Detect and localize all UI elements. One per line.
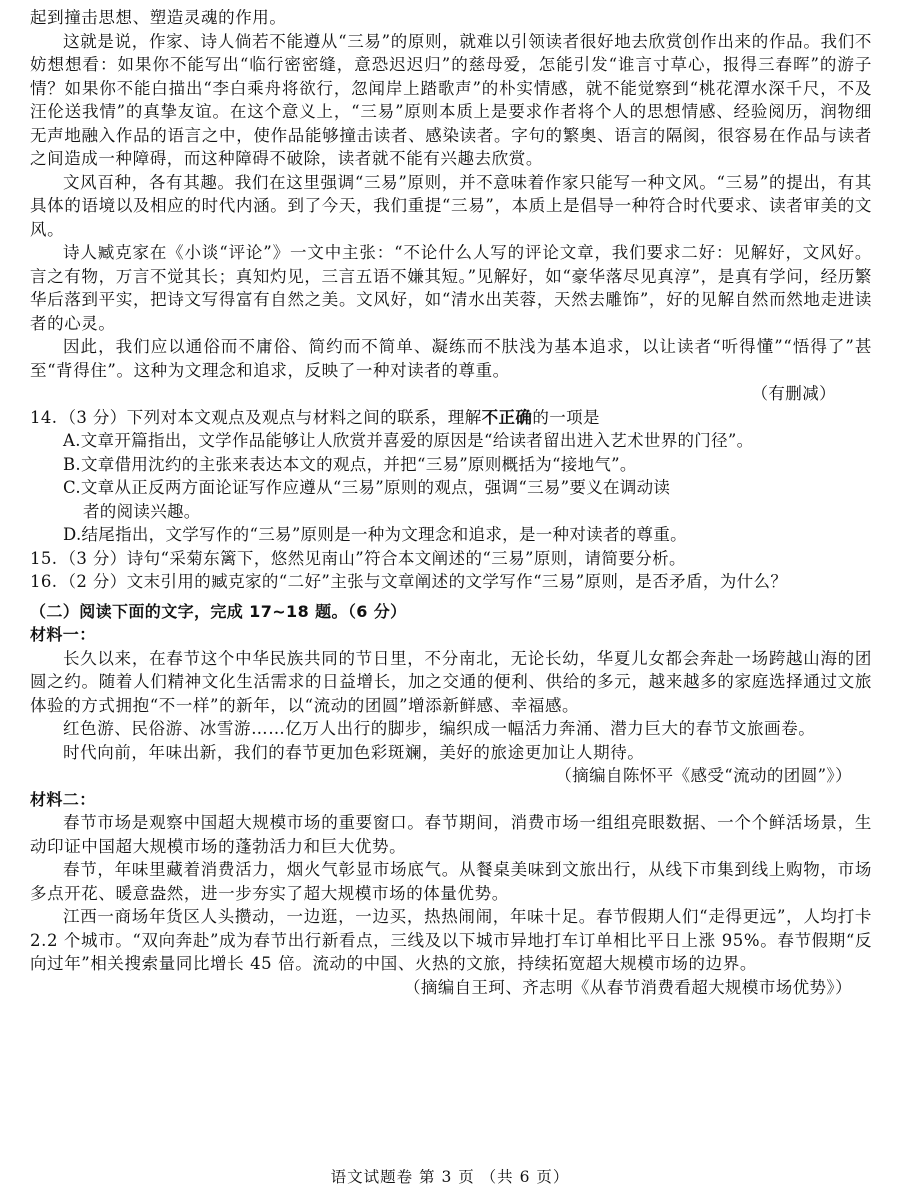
question-14 (30, 406, 872, 430)
question-text: （3 分）诗句“采菊东篱下，悠然见南山”符合本文阐述的“三易”原则，请简要分析。 (59, 548, 686, 568)
stem-text-end: 的一项是 (532, 407, 600, 427)
question-number: 16. (30, 572, 58, 591)
material-1-paragraph-3: 时代向前，年味出新，我们的春节更加色彩斑斓，美好的旅途更加让人期待。 (63, 742, 645, 762)
question-stem (59, 406, 872, 430)
question-text: （2 分）文末引用的臧克家的“二好”主张与文章阐述的文学写作“三易”原则，是否矛盾，为什么？ (59, 572, 788, 591)
passage-paragraph-4: 诗人臧克家在《小谈“评论”》一文中主张：“不论什么人写的评论文章，我们要求二好：见解好，文风好。言之有物，万言不觉其长；真知灼见，三言五语不嫌其短。”见解好，如“豪华落尽见真淳”，是真有学问，经历繁华后落到平实，把诗文写得富有自然之美。文风好，如“清水出芙蓉，天然去雕饰”，好的见解自然而然地走进读者的心灵。 (30, 243, 872, 333)
section-heading: （二）阅读下面的文字，完成 17~18 题。（6 分） (30, 601, 407, 621)
option-c-line-1: C.文章从正反两方面论证写作应遵从“三易”原则的观点，强调“三易”要义在调动读 (63, 478, 671, 497)
question-15 (30, 547, 872, 571)
material-2-source: （摘编自王珂、齐志明《从春节消费看超大规模市场优势》） (403, 977, 852, 997)
option-a: A.文章开篇指出，文学作品能够让人欣赏并喜爱的原因是“给读者留出进入艺术世界的门径”。 (63, 431, 754, 450)
material-2-label: 材料二： (30, 789, 96, 809)
option-c (30, 476, 872, 523)
stem-emphasis: 不正确 (481, 407, 533, 427)
stem-text: （3 分）下列对本文观点及观点与材料之间的联系，理解 (59, 407, 482, 427)
material-1-source: （摘编自陈怀平《感受“流动的团圆”》） (555, 766, 852, 785)
question-16 (30, 570, 872, 594)
material-2-paragraph-1: 春节市场是观察中国超大规模市场的重要窗口。春节期间，消费市场一组组亮眼数据、一个个鲜活场景，生动印证中国超大规模市场的蓬勃活力和巨大优势。 (30, 813, 872, 856)
option-d: D.结尾指出，文学写作的“三易”原则是一种为文理念和追求，是一种对读者的尊重。 (63, 525, 687, 544)
passage-paragraph-5: 因此，我们应以通俗而不庸俗、简约而不简单、凝练而不肤浅为基本追求，以让读者“听得懂”“悟得了”甚至“背得住”。这种为文理念和追求，反映了一种对读者的尊重。 (30, 337, 872, 380)
material-2-paragraph-3: 江西一商场年货区人头攒动，一边逛，一边买，热热闹闹，年味十足。春节假期人们“走得更远”，人均打卡 2.2 个城市。“双向奔赴”成为春节出行新看点，三线及以下城市异地打车订单相比平日上涨 95%。春节假期“反向过年”相关搜索量同比增长 45 倍。流动的中国、火热的文旅，持续拓宽超大规模市场的边界。 (30, 907, 873, 973)
question-number: 14. (30, 407, 58, 427)
exam-page (30, 6, 872, 999)
question-number: 15. (30, 548, 58, 568)
passage-paragraph-3: 文风百种，各有其趣。我们在这里强调“三易”原则，并不意味着作家只能写一种文风。“三易”的提出，有其具体的语境以及相应的时代内涵。到了今天，我们重提“三易”，本质上是倡导一种符合时代要求、读者审美的文风。 (30, 172, 872, 239)
material-1-paragraph-2: 红色游、民俗游、冰雪游……亿万人出行的脚步，编织成一幅活力奔涌、潜力巨大的春节文旅画卷。 (63, 719, 816, 738)
passage-paragraph-1: 起到撞击思想、塑造灵魂的作用。 (30, 8, 287, 27)
material-1-label: 材料一： (30, 625, 96, 644)
passage-paragraph-2: 这就是说，作家、诗人倘若不能遵从“三易”的原则，就难以引领读者很好地去欣赏创作出来的作品。我们不妨想想看：如果你不能写出“临行密密缝，意恐迟迟归”的慈母爱，怎能引发“谁言寸草心，报得三春晖”的游子情？如果你不能白描出“李白乘舟将欲行，忽闻岸上踏歌声”的朴实情感，就不能觉察到“桃花潭水深千尺，不及汪伦送我情”的真挚友谊。在这个意义上，“三易”原则本质上是要求作者将个人的思想情感、经验阅历，润物细无声地融入作品的语言之中，使作品能够撞击读者、感染读者。字句的繁奥、语言的隔阂，很容易在作品与读者之间造成一种障碍，而这种障碍不破除，读者就不能有兴趣去欣赏。 (30, 31, 872, 168)
material-2-paragraph-2: 春节，年味里藏着消费活力，烟火气彰显市场底气。从餐桌美味到文旅出行，从线下市集到线上购物，市场多点开花、暖意盎然，进一步夯实了超大规模市场的体量优势。 (30, 860, 872, 903)
option-c-line-2: 者的阅读兴趣。 (83, 501, 201, 521)
option-b: B.文章借用沈约的主张来表达本文的观点，并把“三易”原则概括为“接地气”。 (63, 454, 637, 474)
abridged-note: （有删减） (751, 384, 836, 403)
material-1-paragraph-1: 长久以来，在春节这个中华民族共同的节日里，不分南北，无论长幼，华夏儿女都会奔赴一场跨越山海的团圆之约。随着人们精神文化生活需求的日益增长，加之交通的便利、供给的多元，越来越多的家庭选择通过文旅体验的方式拥抱“不一样”的新年，以“流动的团圆”增添新鲜感、幸福感。 (30, 648, 872, 715)
page-footer: 语文试题卷 第 3 页 （共 6 页） (330, 1168, 570, 1186)
